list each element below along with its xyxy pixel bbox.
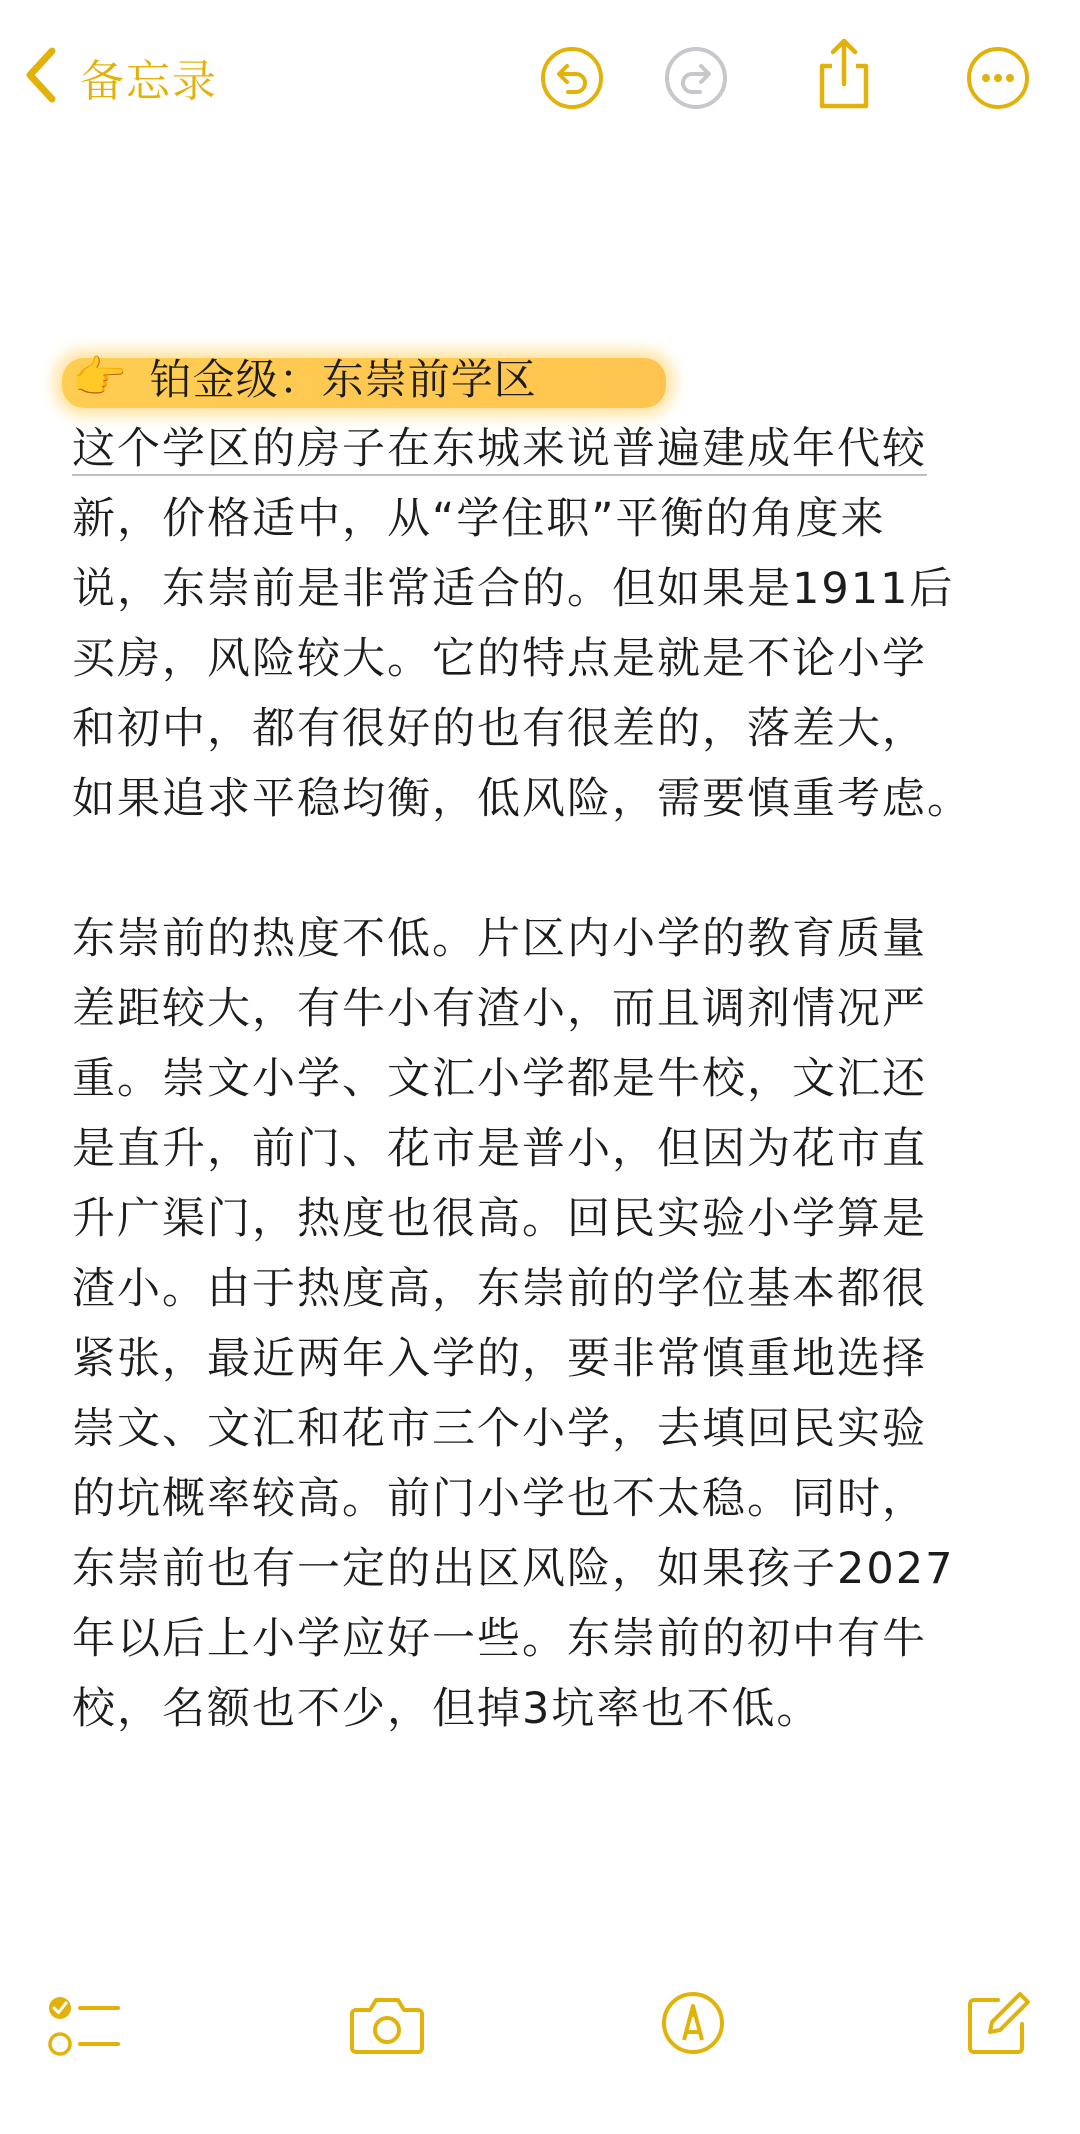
paragraph-line: 是直升，前门、花市是普小，但因为花市直 bbox=[72, 1124, 927, 1174]
navigation-bar bbox=[0, 0, 1080, 160]
paragraph-line: 崇文、文汇和花市三个小学，去填回民实验 bbox=[72, 1404, 927, 1454]
paragraph-line: 升广渠门，热度也很高。回民实验小学算是 bbox=[72, 1194, 927, 1244]
back-button[interactable] bbox=[22, 42, 218, 112]
paragraph-2 bbox=[72, 904, 1032, 1744]
more-options-button[interactable] bbox=[964, 44, 1032, 112]
redo-icon bbox=[662, 44, 730, 112]
redo-button[interactable] bbox=[662, 44, 730, 112]
paragraph-line: 这个学区的房子在东城来说普遍建成年代较 bbox=[72, 424, 927, 474]
pointing-hand-emoji-icon: 👉 bbox=[72, 352, 128, 403]
more-icon bbox=[964, 44, 1032, 112]
paragraph-line: 差距较大，有牛小有渣小，而且调剂情况严 bbox=[72, 984, 927, 1034]
paragraph-line: 东崇前也有一定的出区风险，如果孩子2027 bbox=[72, 1544, 955, 1594]
markup-button[interactable] bbox=[660, 1990, 726, 2056]
paragraph-line: 重。崇文小学、文汇小学都是牛校，文汇还 bbox=[72, 1054, 927, 1104]
paragraph-line: 买房，风险较大。它的特点是就是不论小学 bbox=[72, 634, 927, 684]
paragraph-line: 东崇前的热度不低。片区内小学的教育质量 bbox=[72, 914, 927, 964]
paragraph-line: 如果追求平稳均衡，低风险，需要慎重考虑。 bbox=[72, 774, 972, 824]
heading-text: 铂金级：东崇前学区 bbox=[149, 355, 537, 404]
paragraph-line: 和初中，都有很好的也有很差的，落差大， bbox=[72, 704, 927, 754]
paragraph-line: 校，名额也不少，但掉3坑率也不低。 bbox=[72, 1684, 822, 1734]
compose-icon bbox=[964, 1988, 1034, 2058]
paragraph-line: 渣小。由于热度高，东崇前的学位基本都很 bbox=[72, 1264, 927, 1314]
share-button[interactable] bbox=[812, 36, 876, 112]
paragraph-line: 的坑概率较高。前门小学也不太稳。同时， bbox=[72, 1474, 927, 1524]
bottom-toolbar bbox=[0, 1980, 1080, 2090]
note-body[interactable] bbox=[72, 340, 1032, 1744]
paragraph-1 bbox=[72, 414, 1032, 834]
note-heading bbox=[72, 340, 1032, 414]
camera-button[interactable] bbox=[350, 1994, 424, 2056]
paragraph-line: 年以后上小学应好一些。东崇前的初中有牛 bbox=[72, 1614, 927, 1664]
paragraph-line: 说，东崇前是非常适合的。但如果是1911后 bbox=[72, 564, 955, 614]
paragraph-line: 紧张，最近两年入学的，要非常慎重地选择 bbox=[72, 1334, 927, 1384]
checklist-icon bbox=[44, 1992, 124, 2062]
chevron-left-icon bbox=[22, 45, 60, 109]
undo-icon bbox=[538, 44, 606, 112]
checklist-button[interactable] bbox=[44, 1992, 124, 2062]
share-icon bbox=[812, 36, 876, 112]
compose-note-button[interactable] bbox=[964, 1988, 1034, 2058]
camera-icon bbox=[350, 1994, 424, 2056]
back-button-label: 备忘录 bbox=[80, 56, 218, 107]
paragraph-line: 新，价格适中，从“学住职”平衡的角度来 bbox=[72, 494, 886, 544]
paragraph-spacer bbox=[72, 834, 1032, 904]
undo-button[interactable] bbox=[538, 44, 606, 112]
markup-pen-icon bbox=[660, 1990, 726, 2056]
